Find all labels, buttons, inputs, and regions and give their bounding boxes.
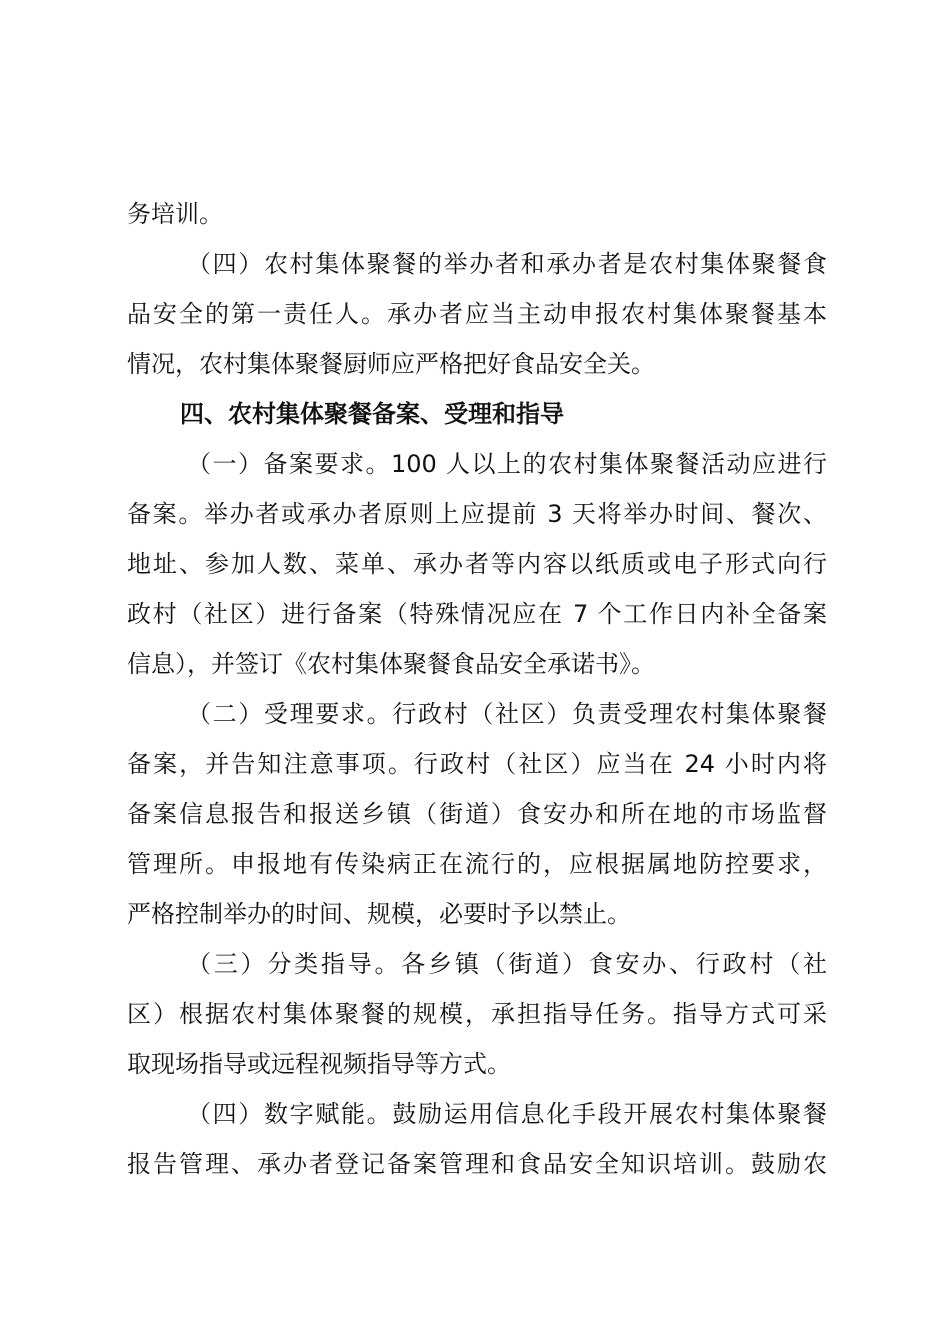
paragraph-line-first: （二）受理要求。行政村（社区）负责受理农村集体聚餐 — [187, 700, 827, 728]
paragraph-line: 管理所。申报地有传染病正在流行的，应根据属地防控要求， — [127, 850, 827, 878]
paragraph-line-end: 信息），并签订《农村集体聚餐食品安全承诺书》。 — [127, 650, 655, 678]
paragraph-line: 报告管理、承办者登记备案管理和食品安全知识培训。鼓励农 — [127, 1150, 827, 1178]
paragraph-line-first: （四）数字赋能。鼓励运用信息化手段开展农村集体聚餐 — [187, 1100, 827, 1128]
paragraph-line-end: 严格控制举办的时间、规模，必要时予以禁止。 — [127, 900, 631, 928]
paragraph-line-first: （三）分类指导。各乡镇（街道）食安办、行政村（社 — [187, 950, 827, 978]
paragraph-line-end: 情况，农村集体聚餐厨师应严格把好食品安全关。 — [127, 350, 655, 378]
paragraph-line: 区）根据农村集体聚餐的规模，承担指导任务。指导方式可采 — [127, 1000, 827, 1028]
paragraph-line: 政村（社区）进行备案（特殊情况应在 7 个工作日内补全备案 — [127, 600, 827, 628]
paragraph-line: 备案。举办者或承办者原则上应提前 3 天将举办时间、餐次、 — [127, 500, 827, 528]
paragraph-line: 地址、参加人数、菜单、承办者等内容以纸质或电子形式向行 — [127, 550, 827, 578]
paragraph-line-end: 务培训。 — [127, 200, 223, 228]
paragraph-line: 品安全的第一责任人。承办者应当主动申报农村集体聚餐基本 — [127, 300, 827, 328]
paragraph-line-first: （一）备案要求。100 人以上的农村集体聚餐活动应进行 — [187, 450, 827, 478]
paragraph-line: 备案信息报告和报送乡镇（街道）食安办和所在地的市场监督 — [127, 800, 827, 828]
paragraph-line-end: 取现场指导或远程视频指导等方式。 — [127, 1050, 511, 1078]
section-heading: 四、农村集体聚餐备案、受理和指导 — [180, 400, 564, 428]
paragraph-line-first: （四）农村集体聚餐的举办者和承办者是农村集体聚餐食 — [187, 250, 827, 278]
paragraph-line: 备案，并告知注意事项。行政村（社区）应当在 24 小时内将 — [127, 750, 827, 778]
